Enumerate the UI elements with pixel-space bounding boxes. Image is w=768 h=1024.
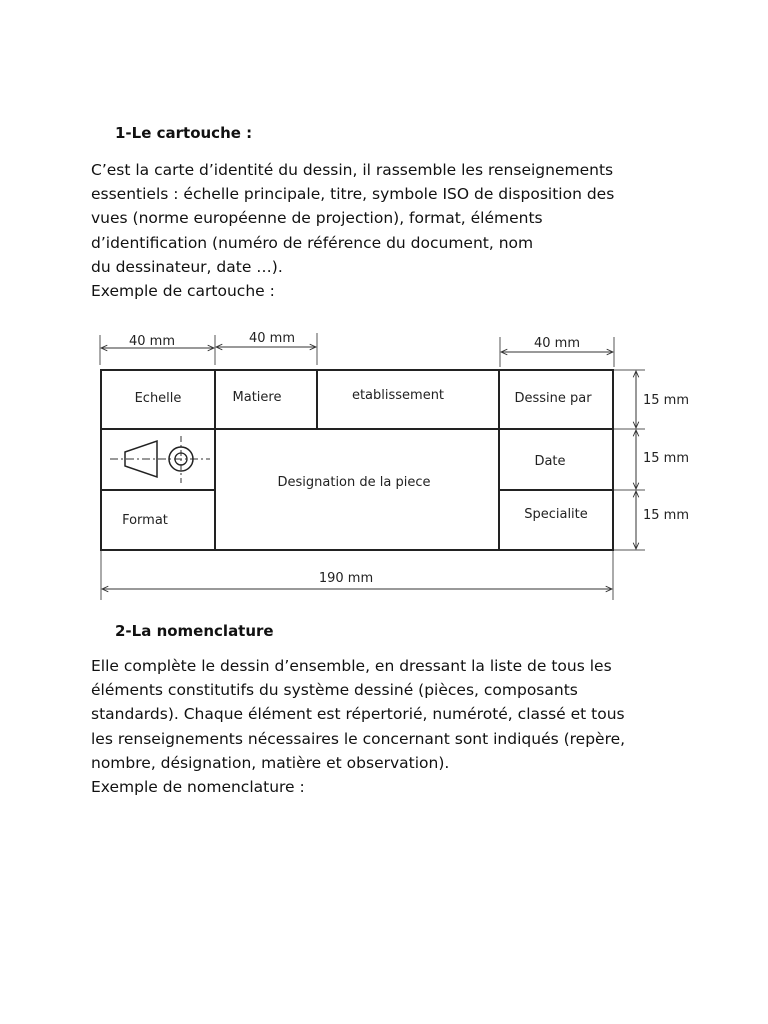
paragraph-line: nombre, désignation, matière et observation). xyxy=(91,753,450,772)
dimension-top-3 xyxy=(500,336,614,367)
cell-echelle: Echelle xyxy=(134,391,182,406)
dimension-label: 40 mm xyxy=(128,334,176,349)
paragraph-line: d’identification (numéro de référence du document, nom xyxy=(91,233,534,252)
section-1-paragraph xyxy=(91,158,731,303)
cartouche-drawing xyxy=(95,325,705,610)
cell-matiere: Matiere xyxy=(232,390,282,405)
cell-date: Date xyxy=(534,454,566,469)
section-1-heading: 1-Le cartouche : xyxy=(115,124,253,142)
paragraph-line: Exemple de cartouche : xyxy=(91,282,275,301)
dimension-label: 40 mm xyxy=(533,336,581,351)
section-2-heading: 2-La nomenclature xyxy=(115,622,274,640)
paragraph-line: Elle complète le dessin d’ensemble, en dressant la liste de tous les xyxy=(91,657,612,675)
dimension-label: 15 mm xyxy=(642,508,690,523)
dimension-label: 190 mm xyxy=(318,571,374,586)
paragraph-line: C’est la carte d’identité du dessin, il rassemble les renseignements xyxy=(91,161,614,179)
iso-projection-symbol-icon xyxy=(110,436,210,483)
dimension-top-1 xyxy=(100,334,215,365)
dimension-label: 15 mm xyxy=(642,451,690,466)
cell-designation: Designation de la piece xyxy=(277,475,431,490)
dimension-label: 40 mm xyxy=(248,331,296,346)
paragraph-line: standards). Chaque élément est répertorié, numéroté, classé et tous xyxy=(91,705,625,724)
dimension-right xyxy=(614,370,689,550)
paragraph-line: du dessinateur, date …). xyxy=(91,257,283,276)
dimension-label: 15 mm xyxy=(642,393,690,408)
dimension-bottom xyxy=(101,551,613,600)
paragraph-line: vues (norme européenne de projection), format, éléments xyxy=(91,209,543,228)
cell-dessine-par: Dessine par xyxy=(514,391,592,406)
dimension-top-2 xyxy=(216,331,317,365)
cell-etablissement: etablissement xyxy=(351,388,445,403)
paragraph-line: les renseignements nécessaires le concernant sont indiqués (repère, xyxy=(91,729,626,748)
section-2-paragraph xyxy=(91,654,731,799)
paragraph-line: éléments constitutifs du système dessiné (pièces, composants xyxy=(91,681,578,700)
paragraph-line: essentiels : échelle principale, titre, symbole ISO de disposition des xyxy=(91,185,615,204)
cartouche-figure xyxy=(95,325,705,610)
cell-format: Format xyxy=(122,513,168,528)
paragraph-line: Exemple de nomenclature : xyxy=(91,778,305,797)
cell-specialite: Specialite xyxy=(524,507,588,522)
